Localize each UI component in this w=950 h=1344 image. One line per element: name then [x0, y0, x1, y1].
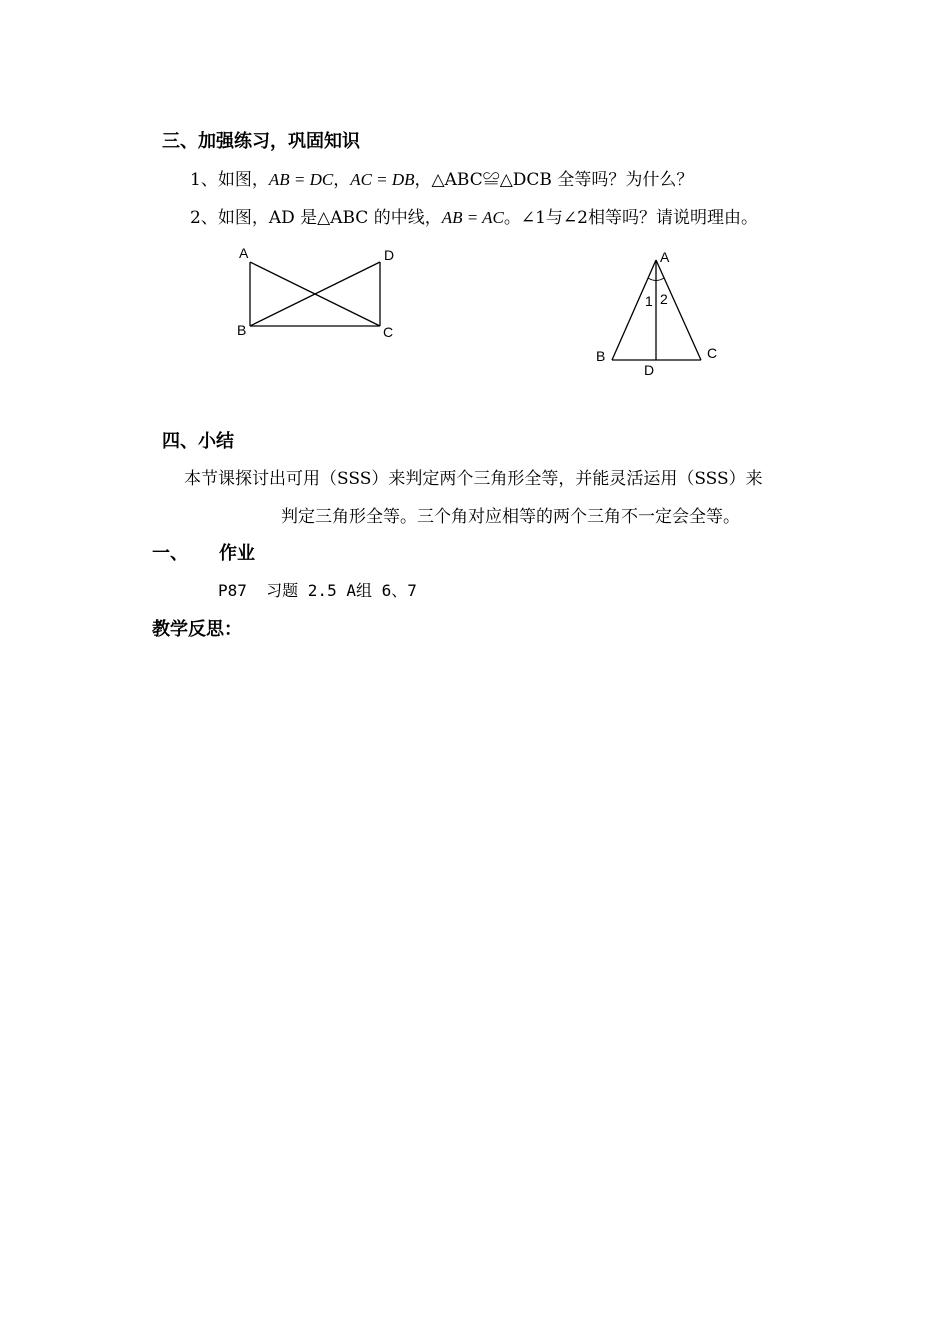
- question-1: [190, 165, 693, 190]
- summary-line-1: 本节课探讨出可用（SSS）来判定两个三角形全等，并能灵活运用（SSS）来: [184, 469, 763, 489]
- fig2-label-b: B: [596, 348, 606, 364]
- fig2-label-angle-2: 2: [660, 291, 668, 307]
- fig1-label-b: B: [237, 322, 247, 338]
- fig2-segment-ab: [612, 260, 656, 360]
- q2-prefix: 2、如图，AD 是△ABC 的中线，: [190, 208, 442, 228]
- section3-heading: 三、加强练习，巩固知识: [162, 131, 360, 152]
- q2-equation: AB = AC: [441, 208, 504, 227]
- fig1-label-c: C: [383, 324, 394, 340]
- q2-suffix: 。∠1与∠2相等吗？请说明理由。: [503, 208, 758, 228]
- figure-1-diagram: [230, 240, 400, 345]
- fig2-segment-ac: [656, 260, 701, 360]
- q1-separator: ，: [333, 170, 351, 190]
- homework-number: 一、: [152, 543, 188, 564]
- reflection-heading: 教学反思：: [152, 619, 242, 640]
- fig2-label-a: A: [660, 249, 670, 265]
- question-2: [190, 203, 758, 228]
- homework-heading: 作业: [219, 543, 255, 564]
- q1-suffix: ，△ABC≌△DCB 全等吗？为什么？: [414, 170, 694, 190]
- section4-heading: 四、小结: [162, 431, 234, 452]
- homework-text: P87 习题 2.5 A组 6、7: [218, 581, 417, 600]
- fig2-label-c: C: [707, 345, 718, 361]
- figure-2-diagram: [590, 245, 730, 380]
- fig1-label-a: A: [239, 245, 249, 261]
- q1-equation-2: AC = DB: [350, 170, 415, 189]
- fig1-label-d: D: [384, 247, 395, 263]
- fig2-label-d: D: [644, 362, 655, 378]
- summary-line-2: 判定三角形全等。三个角对应相等的两个三角不一定会全等。: [281, 507, 740, 527]
- fig2-label-angle-1: 1: [645, 293, 653, 309]
- q1-prefix: 1、如图，: [190, 170, 269, 190]
- q1-equation-1: AB = DC: [268, 170, 334, 189]
